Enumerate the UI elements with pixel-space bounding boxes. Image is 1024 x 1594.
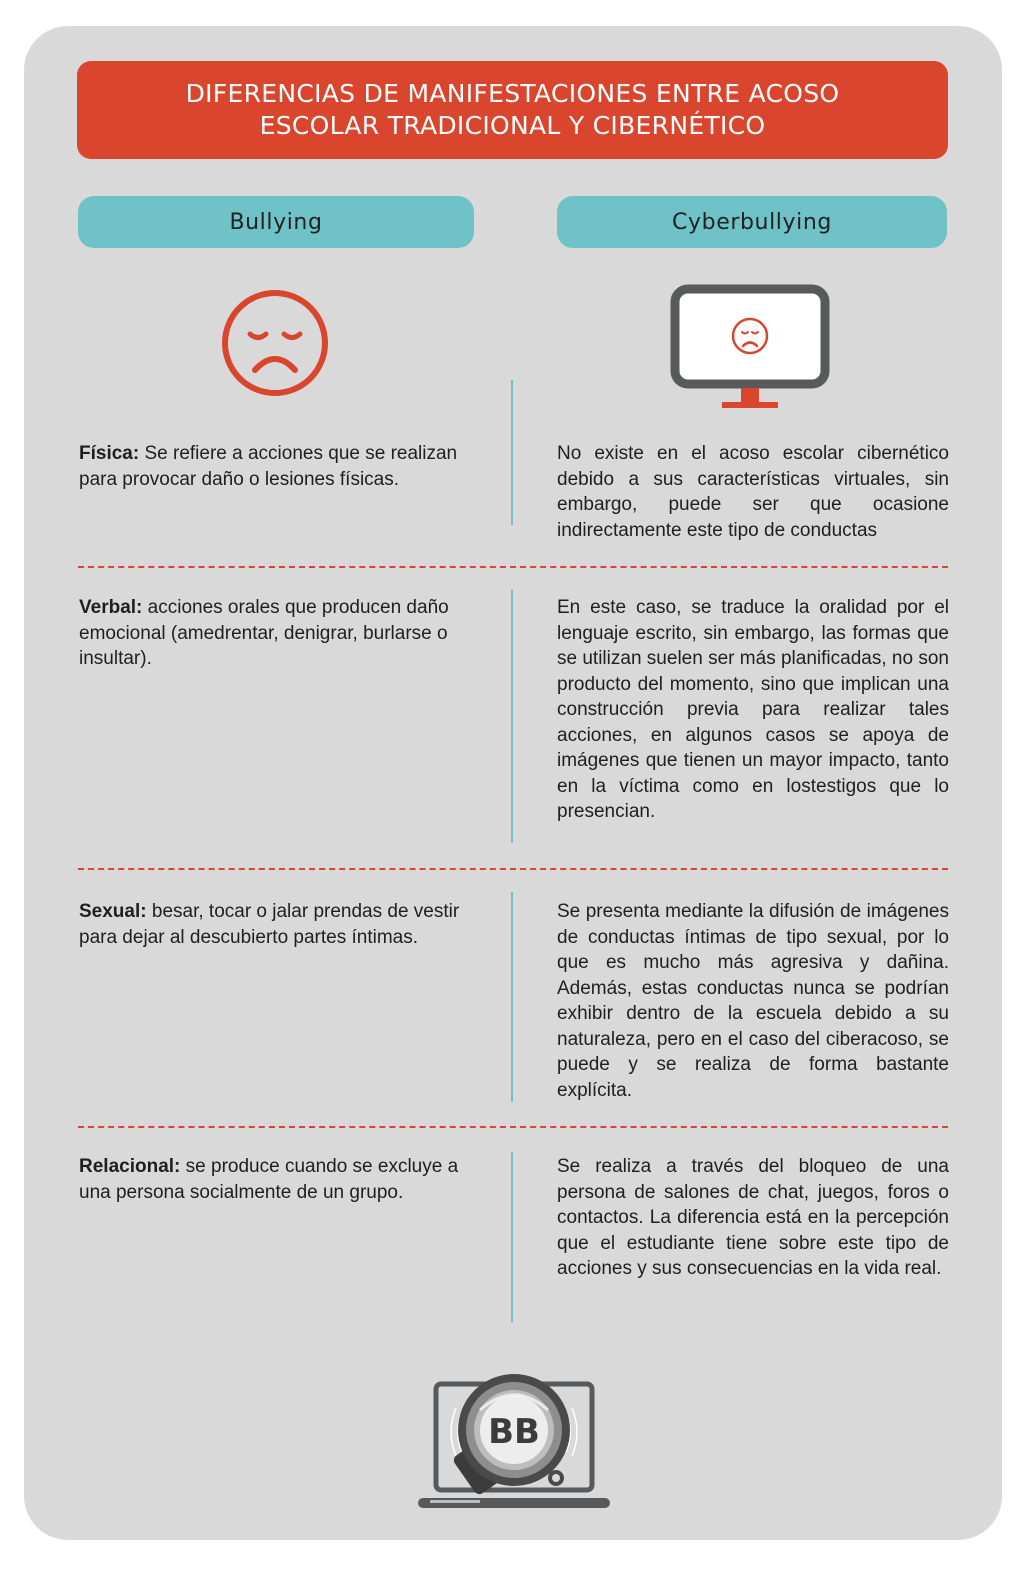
row-verbal-left	[79, 595, 475, 672]
row-description: acciones orales que producen daño emocional (amedrentar, denigrar, burlarse o insultar).	[79, 597, 449, 669]
row-fisica-right: No existe en el acoso escolar cibernético debido a sus características virtuales, sin embargo, puede ser que ocasione indirectamente este tipo de conductas	[557, 443, 949, 541]
row-sexual-right: Se presenta mediante la difusión de imágenes de conductas íntimas de tipo sexual, por lo que es mucho más agresiva y dañina. Además, estas conductas nunca se podrían exhibir dentro de la escuela debido a su naturaleza, pero en el caso del ciberacoso, se puede y se realiza de forma bastante explícita.	[557, 901, 949, 1101]
row-sexual-left	[79, 899, 475, 950]
cyberbullying-heading: Cyberbullying	[557, 196, 947, 248]
row-relacional-left	[79, 1154, 475, 1205]
sad-face-icon	[220, 288, 330, 398]
term-label: Sexual:	[79, 901, 147, 922]
row-fisica-left	[79, 441, 475, 492]
column-divider	[511, 1152, 513, 1322]
row-separator	[78, 868, 948, 870]
monitor-sad-face-icon	[670, 284, 830, 416]
column-divider	[511, 590, 513, 843]
term-label: Física:	[79, 443, 140, 464]
term-label: Relacional:	[79, 1156, 181, 1177]
row-separator	[78, 566, 948, 568]
row-separator	[78, 1126, 948, 1128]
logo-letters: BB	[488, 1412, 540, 1452]
title-banner	[77, 61, 948, 159]
term-label: Verbal:	[79, 597, 143, 618]
column-divider	[511, 380, 513, 525]
column-divider	[511, 892, 513, 1102]
row-description: besar, tocar o jalar prendas de vestir para dejar al descubierto partes íntimas.	[79, 901, 460, 948]
row-verbal-right: En este caso, se traduce la oralidad por el lenguaje escrito, sin embargo, las formas que se utilizan suelen ser más planificadas, no son producto del momento, sino que implican una construcción previa para realizar tales acciones, en algunos casos se apoya de imágenes que tienen un mayor impacto, tanto en la víctima como en lostestigos que lo presencian.	[557, 597, 949, 822]
row-description: Se refiere a acciones que se realizan para provocar daño o lesiones físicas.	[79, 443, 458, 490]
page-title: DIFERENCIAS DE MANIFESTACIONES ENTRE ACOSO ESCOLAR TRADICIONAL Y CIBERNÉTICO	[185, 79, 840, 140]
row-description: se produce cuando se excluye a una persona socialmente de un grupo.	[79, 1156, 459, 1203]
bb-logo-laptop-icon	[418, 1370, 610, 1512]
bullying-heading: Bullying	[78, 196, 474, 248]
row-relacional-right: Se realiza a través del bloqueo de una persona de salones de chat, juegos, foros o contactos. La diferencia está en la percepción que el estudiante tiene sobre este tipo de acciones y sus consecuencias en la vida real.	[557, 1156, 949, 1279]
